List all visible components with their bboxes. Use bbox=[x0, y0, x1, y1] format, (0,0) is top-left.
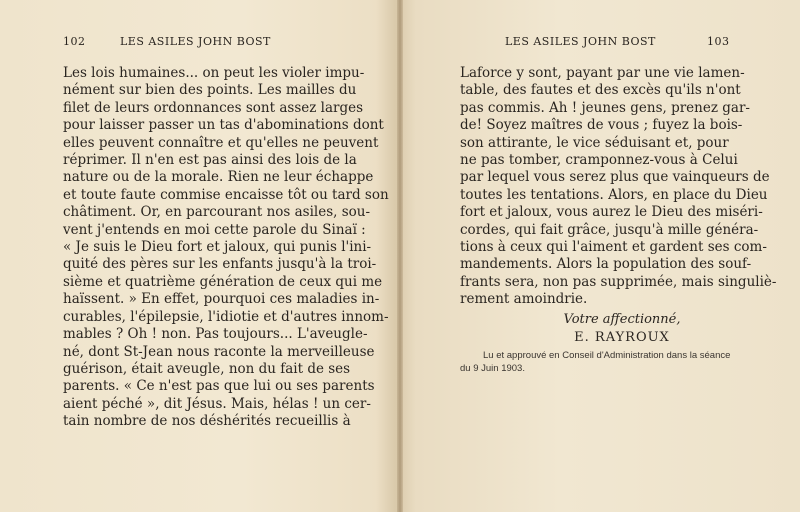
text-line: tain nombre de nos déshérités recueillis à bbox=[63, 413, 351, 430]
text-line: Les lois humaines... on peut les violer impu- bbox=[63, 65, 365, 81]
text-line: haïssent. » En effet, pourquoi ces maladies in- bbox=[63, 291, 380, 308]
text-line: tions à ceux qui l'aiment et gardent ses com- bbox=[460, 239, 767, 256]
text-line: « Je suis le Dieu fort et jaloux, qui punis l'ini- bbox=[63, 239, 372, 256]
running-head: LES ASILES JOHN BOST bbox=[120, 35, 271, 48]
page-number: 103 bbox=[707, 35, 730, 48]
text-line: filet de leurs ordonnances sont assez larges bbox=[63, 99, 364, 116]
text-line: châtiment. Or, en parcourant nos asiles, sou- bbox=[63, 204, 371, 221]
text-line: parents. « Ce n'est pas que lui ou ses parents bbox=[63, 378, 375, 395]
right-page bbox=[402, 0, 800, 512]
approval-note bbox=[460, 349, 735, 375]
text-line: et toute faute commise encaisse tôt ou tard son bbox=[63, 186, 389, 203]
approval-line: du 9 Juin 1903. bbox=[460, 363, 525, 374]
text-line: table, des fautes et des excès qu'ils n'ont bbox=[460, 82, 741, 99]
body-text bbox=[63, 65, 389, 431]
text-line: curables, l'épilepsie, l'idiotie et d'autres innom- bbox=[63, 308, 389, 325]
text-line: rement amoindrie. bbox=[460, 291, 588, 308]
text-line: pas commis. Ah ! jeunes gens, prenez gar- bbox=[460, 99, 750, 116]
text-line: pour laisser passer un tas d'abominations dont bbox=[63, 117, 384, 134]
text-line: toutes les tentations. Alors, en place du Dieu bbox=[460, 186, 768, 203]
text-line: frants sera, non pas supprimée, mais singuliè- bbox=[460, 273, 777, 290]
text-line: cordes, qui fait grâce, jusqu'à mille généra- bbox=[460, 221, 759, 238]
text-line: réprimer. Il n'en est pas ainsi des lois de la bbox=[63, 152, 357, 169]
left-page bbox=[0, 0, 398, 512]
text-line: nément sur bien des points. Les mailles du bbox=[63, 82, 357, 99]
page-number: 102 bbox=[63, 35, 86, 48]
salutation: Votre affectionné, bbox=[563, 312, 681, 327]
text-line: sième et quatrième génération de ceux qui me bbox=[63, 273, 383, 290]
text-line: fort et jaloux, vous aurez le Dieu des miséri- bbox=[460, 204, 763, 221]
text-line: vent j'entends en moi cette parole du Sinaï : bbox=[63, 221, 366, 238]
approval-line: Lu et approuvé en Conseil d'Administration dans la séance bbox=[483, 350, 731, 361]
text-line: mables ? Oh ! non. Pas toujours... L'aveugle- bbox=[63, 326, 368, 343]
text-line: nature ou de la morale. Rien ne leur échappe bbox=[63, 169, 374, 186]
text-line: aient péché », dit Jésus. Mais, hélas ! un cer- bbox=[63, 395, 371, 412]
text-line: guérison, était aveugle, non du fait de ses bbox=[63, 360, 351, 377]
body-text bbox=[460, 65, 777, 309]
text-line: ne pas tomber, cramponnez-vous à Celui bbox=[460, 152, 738, 169]
text-line: elles peuvent connaître et qu'elles ne peuvent bbox=[63, 134, 379, 151]
text-line: Laforce y sont, payant par une vie lamen- bbox=[460, 65, 745, 81]
text-line: son attirante, le vice séduisant et, pour bbox=[460, 134, 729, 151]
text-line: quité des pères sur les enfants jusqu'à la troi- bbox=[63, 256, 377, 273]
signer-name: E. RAYROUX bbox=[574, 330, 670, 345]
text-line: par lequel vous serez plus que vainqueurs de bbox=[460, 169, 770, 186]
running-head: LES ASILES JOHN BOST bbox=[505, 35, 656, 48]
text-line: mandements. Alors la population des souf- bbox=[460, 256, 752, 273]
text-line: de! Soyez maîtres de vous ; fuyez la bois- bbox=[460, 117, 743, 134]
text-line: né, dont St-Jean nous raconte la merveilleuse bbox=[63, 343, 375, 360]
